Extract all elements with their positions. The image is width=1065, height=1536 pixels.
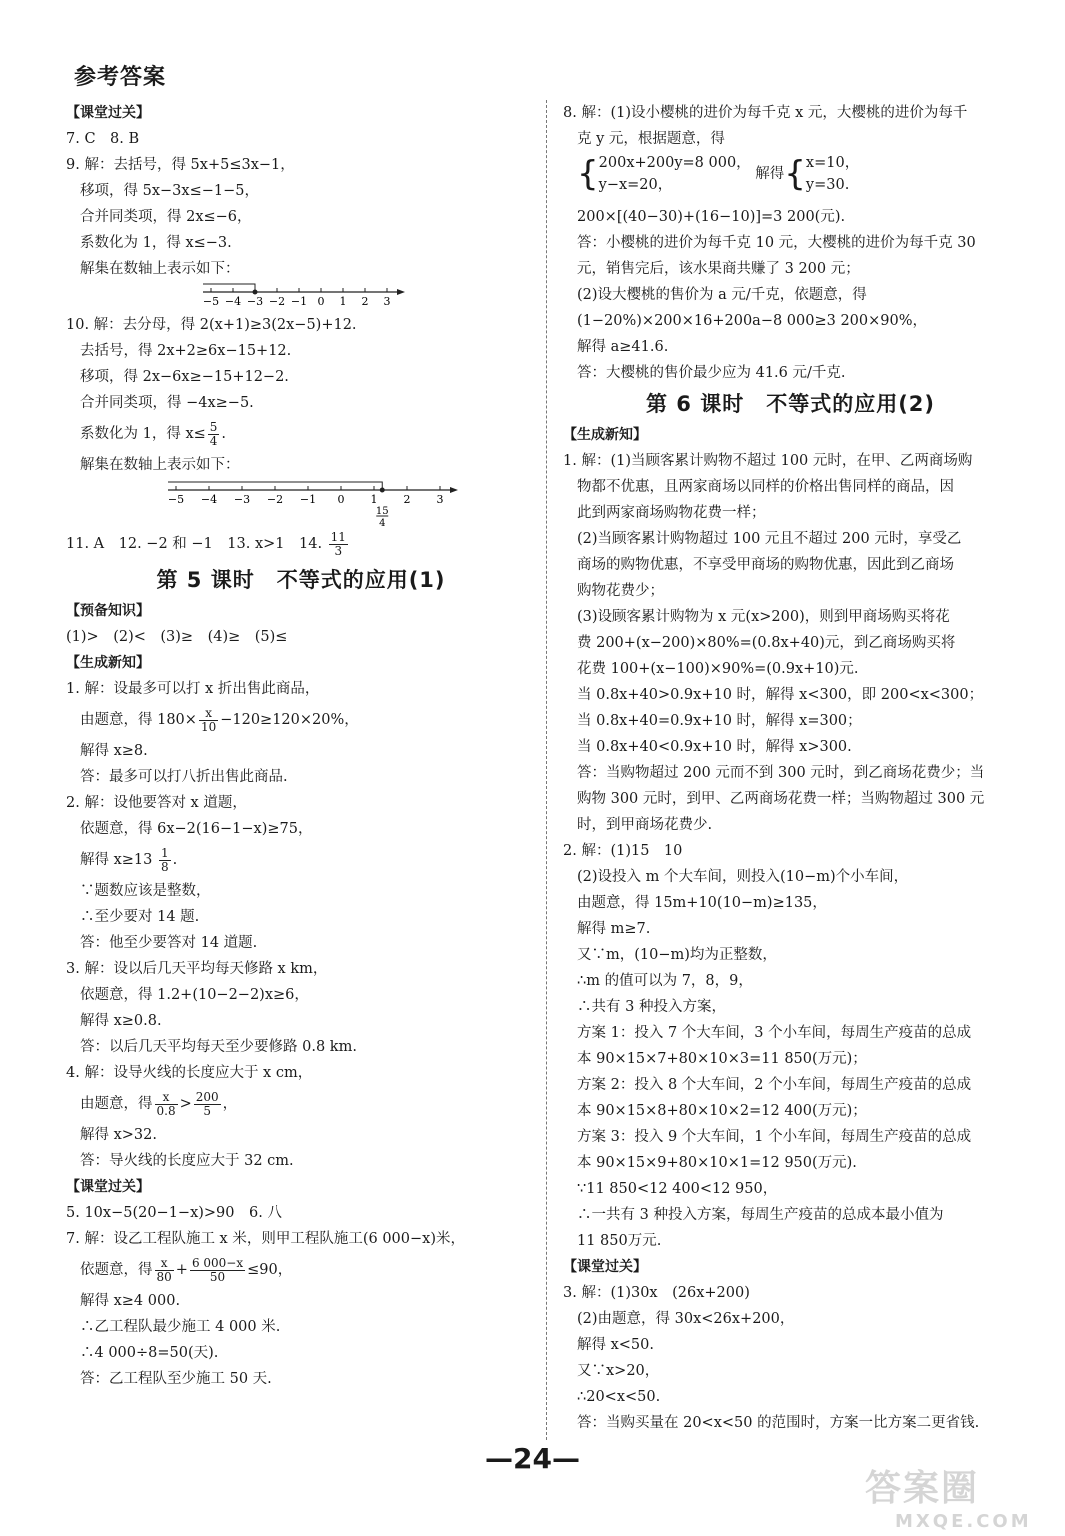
section-heading: 【课堂过关】 — [66, 1179, 150, 1195]
tick-label: −1 — [299, 493, 317, 506]
system-equations — [599, 152, 751, 196]
answer-line — [66, 416, 536, 452]
fraction — [190, 1257, 245, 1284]
watermark-line2: MXQE.COM — [895, 1511, 1032, 1532]
tick-label: −3 — [246, 295, 264, 308]
answer-line: ∴m 的值可以为 7，8，9， — [577, 973, 753, 989]
mark-denominator: 4 — [379, 518, 386, 526]
tick-label: 1 — [370, 493, 378, 506]
lesson-title: 第 6 课时 不等式的应用(2) — [645, 392, 936, 416]
answer-line: 解得 x≥0.8. — [80, 1013, 162, 1029]
answer-line: 答：导火线的长度应大于 32 cm. — [80, 1153, 294, 1169]
answer-line: 11 850万元. — [577, 1233, 662, 1249]
answer-line: (1)> (2)< (3)≥ (4)≥ (5)≤ — [66, 629, 288, 645]
answer-line: 7. 解：设乙工程队施工 x 米，则甲工程队施工(6 000−x)米， — [66, 1231, 465, 1247]
answer-line: 本 90×15×8+80×10×2=12 400(万元)； — [577, 1103, 867, 1119]
answer-line: 移项，得 5x−3x≤−1−5， — [80, 183, 259, 199]
answer-text: . — [221, 426, 227, 442]
tick-label: 0 — [337, 493, 345, 506]
answer-line: 2. 解：(1)15 10 — [563, 843, 683, 859]
answer-line: (2)当顾客累计购物超过 100 元且不超过 200 元时，享受乙 — [577, 531, 962, 547]
tick-label: 3 — [436, 493, 444, 506]
watermark-logo — [865, 1460, 1045, 1530]
answer-line: 10. 解：去分母，得 2(x+1)≥3(2x−5)+12. — [66, 317, 357, 333]
section-heading: 【预备知识】 — [66, 603, 150, 619]
answer-text: 系数化为 1，得 x≤ — [80, 426, 206, 442]
answer-line: (2)设大樱桃的售价为 a 元/千克，依题意，得 — [577, 287, 867, 303]
fraction-numerator: 1 — [161, 845, 169, 860]
fraction — [208, 421, 220, 448]
answer-text: 解得 — [750, 166, 785, 182]
left-brace: { — [577, 154, 599, 194]
tick-label: 2 — [361, 295, 369, 308]
section-heading: 【生成新知】 — [66, 655, 150, 671]
page-number: —24— — [485, 1442, 580, 1475]
section-heading: 【课堂过关】 — [563, 1259, 647, 1275]
answer-line — [66, 526, 536, 562]
fraction-denominator: 3 — [334, 543, 343, 558]
equation-system — [563, 152, 1018, 204]
answer-line: 物都不优惠，且两家商场以同样的价格出售同样的商品，因 — [577, 479, 954, 495]
right-column — [563, 100, 1018, 1436]
fraction — [194, 1091, 221, 1118]
answer-line: 购物花费少； — [577, 583, 664, 599]
answer-line: 3. 解：设以后几天平均每天修路 x km， — [66, 961, 328, 977]
answer-line: 去括号，得 2x+2≥6x−15+12. — [80, 343, 292, 359]
answer-line: 3. 解：(1)30x (26x+200) — [563, 1285, 750, 1301]
fraction-denominator: 8 — [161, 859, 169, 874]
answer-line: 当 0.8x+40>0.9x+10 时，解得 x<300，即 200<x<300； — [577, 687, 984, 703]
answer-line: 解得 x≥8. — [80, 743, 148, 759]
answer-line: 答：乙工程队至少施工 50 天. — [80, 1371, 272, 1387]
answer-line: 由题意，得 15m+10(10−m)≥135， — [577, 895, 827, 911]
fraction-denominator: 50 — [209, 1269, 226, 1284]
tick-label: 2 — [403, 493, 411, 506]
answer-line: 又∵m，(10−m)均为正整数， — [577, 947, 777, 963]
fraction-numerator: x — [155, 1257, 174, 1271]
answer-text: 解得 x≥13 — [80, 852, 157, 868]
number-line — [66, 478, 536, 526]
tick-label: −2 — [266, 493, 284, 506]
answer-line: ∴一共有 3 种投入方案，每周生产疫苗的总成本最小值为 — [577, 1207, 944, 1223]
answer-line: 费 200+(x−200)×80%=(0.8x+40)元，到乙商场购买将 — [577, 635, 956, 651]
answer-line — [66, 1252, 536, 1288]
fraction-denominator: 5 — [203, 1103, 212, 1118]
answer-line: 解集在数轴上表示如下： — [80, 261, 240, 277]
answer-line: 元，销售完后，该水果商共赚了 3 200 元； — [577, 261, 860, 277]
tick-label: −5 — [167, 493, 185, 506]
answer-text: 依题意，得 — [80, 1262, 153, 1278]
fraction-denominator: 80 — [156, 1269, 172, 1284]
fraction — [155, 1257, 174, 1284]
answer-line: 花费 100+(x−100)×90%=(0.9x+10)元. — [577, 661, 859, 677]
answer-line: 9. 解：去括号，得 5x+5≤3x−1， — [66, 157, 295, 173]
fraction — [159, 847, 171, 874]
closed-endpoint — [253, 290, 258, 295]
fraction — [199, 707, 218, 734]
answer-line: 依题意，得 1.2+(10−2−2)x≥6， — [80, 987, 309, 1003]
answer-line: ∴至少要对 14 题. — [80, 909, 200, 925]
section-heading: 【生成新知】 — [563, 427, 647, 443]
answer-line: (3)设顾客累计购物为 x 元(x>200)，则到甲商场购买将花 — [577, 609, 950, 625]
left-brace: { — [784, 154, 806, 194]
answer-text: 由题意，得 — [80, 1096, 153, 1112]
answer-line: 方案 3：投入 9 个大车间，1 个小车间，每周生产疫苗的总成 — [577, 1129, 972, 1145]
answer-line: 解集在数轴上表示如下： — [80, 457, 240, 473]
axis-arrow — [397, 289, 405, 295]
answer-line: ∴4 000÷8=50(天). — [80, 1345, 219, 1361]
answer-line: ∵11 850<12 400<12 950， — [577, 1181, 778, 1197]
answer-line: 合并同类项，得 −4x≥−5. — [80, 395, 254, 411]
lesson-title: 第 5 课时 不等式的应用(1) — [156, 568, 446, 592]
tick-label: −4 — [224, 295, 242, 308]
answer-line: 方案 1：投入 7 个大车间，3 个小车间，每周生产疫苗的总成 — [577, 1025, 972, 1041]
answer-text: −120≥120×20%， — [220, 712, 359, 728]
system-solutions — [806, 152, 859, 196]
axis-arrow — [450, 487, 458, 493]
fraction — [329, 531, 348, 558]
tick-label: 0 — [317, 295, 325, 308]
answer-line: ∵题数应该是整数， — [80, 883, 211, 899]
answer-line: (1−20%)×200×16+200a−8 000≥3 200×90%， — [577, 313, 928, 329]
answer-line: 商场的购物优惠，不享受甲商场的购物优惠，因此到乙商场 — [577, 557, 954, 573]
answer-line: 答：当购物超过 200 元而不到 300 元时，到乙商场花费少；当 — [577, 765, 985, 781]
answer-line: 4. 解：设导火线的长度应大于 x cm， — [66, 1065, 313, 1081]
answer-line: 依题意，得 6x−2(16−1−x)≥75， — [80, 821, 313, 837]
closed-endpoint — [380, 488, 385, 493]
tick-label: −4 — [200, 493, 218, 506]
answer-line: 答：他至少要答对 14 道题. — [80, 935, 258, 951]
answer-line: 克 y 元，根据题意，得 — [577, 131, 725, 147]
section-heading: 【课堂过关】 — [66, 105, 150, 121]
answer-line: 答：以后几天平均每天至少要修路 0.8 km. — [80, 1039, 357, 1055]
answer-line: 5. 10x−5(20−1−x)>90 6. 八 — [66, 1205, 282, 1221]
answer-line: 答：最多可以打八折出售此商品. — [80, 769, 288, 785]
answer-line: 答：大樱桃的售价最少应为 41.6 元/千克. — [577, 365, 846, 381]
answer-line: 移项，得 2x−6x≥−15+12−2. — [80, 369, 289, 385]
tick-label: −1 — [290, 295, 308, 308]
answer-line: 答：小樱桃的进价为每千克 10 元，大樱桃的进价为每千克 30 — [577, 235, 976, 251]
fraction-numerator: x — [199, 707, 218, 721]
answer-line: 购物 300 元时，到甲、乙两商场花费一样；当购物超过 300 元 — [577, 791, 985, 807]
equation: 200x+200y=8 000， — [598, 155, 751, 171]
answer-line: ∴20<x<50. — [577, 1389, 661, 1405]
fraction-numerator: 200 — [195, 1089, 219, 1104]
answer-line — [66, 702, 536, 738]
answer-line: 本 90×15×9+80×10×1=12 950(万元). — [577, 1155, 857, 1171]
answer-line: 时，到甲商场花费少. — [577, 817, 713, 833]
answer-line: 2. 解：设他要答对 x 道题， — [66, 795, 247, 811]
answer-text: 11. A 12. −2 和 −1 13. x>1 14. — [66, 536, 327, 552]
answer-text: > — [179, 1096, 192, 1112]
column-divider — [546, 100, 547, 1440]
answer-line: 解得 x<50. — [577, 1337, 654, 1353]
answer-line: 7. C 8. B — [66, 131, 140, 147]
answer-line: ∴共有 3 种投入方案， — [577, 999, 726, 1015]
answer-line: 解得 a≥41.6. — [577, 339, 669, 355]
answer-text: 由题意，得 180× — [80, 712, 197, 728]
answer-line — [66, 1086, 536, 1122]
tick-label: 1 — [339, 295, 347, 308]
tick-label: −5 — [202, 295, 220, 308]
page-header: 参考答案 — [74, 65, 167, 90]
answer-line: 合并同类项，得 2x≤−6， — [80, 209, 252, 225]
answer-line: 解得 x>32. — [80, 1127, 157, 1143]
answer-text: + — [175, 1262, 188, 1278]
number-line-svg — [66, 478, 466, 526]
answer-line: 8. 解：(1)设小樱桃的进价为每千克 x 元，大樱桃的进价为每千 — [563, 105, 968, 121]
answer-line: (2)由题意，得 30x<26x+200， — [577, 1311, 795, 1327]
answer-line: 1. 解：设最多可以打 x 折出售此商品， — [66, 681, 320, 697]
fraction-numerator: 11 — [330, 529, 346, 544]
fraction-numerator: x — [155, 1091, 178, 1105]
tick-label: 3 — [383, 295, 391, 308]
tick-label: −2 — [268, 295, 286, 308]
fraction-denominator: 0.8 — [156, 1103, 176, 1118]
answer-line: 当 0.8x+40=0.9x+10 时，解得 x=300； — [577, 713, 862, 729]
fraction-numerator: 5 — [209, 419, 218, 434]
left-column — [66, 100, 536, 1392]
answer-line: 方案 2：投入 8 个大车间，2 个小车间，每周生产疫苗的总成 — [577, 1077, 972, 1093]
solution: x=10， — [805, 155, 860, 171]
answer-text: ≤90， — [247, 1262, 293, 1278]
answer-line: 解得 m≥7. — [577, 921, 651, 937]
answer-line: 系数化为 1，得 x≤−3. — [80, 235, 232, 251]
answer-text: . — [172, 852, 178, 868]
answer-line: 又∵x>20， — [577, 1363, 660, 1379]
fraction-denominator: 4 — [209, 433, 218, 448]
number-line-svg — [66, 282, 421, 312]
tick-label: −3 — [233, 493, 251, 506]
solution: y=30. — [805, 177, 850, 193]
answer-line: 当 0.8x+40<0.9x+10 时，解得 x>300. — [577, 739, 852, 755]
number-line — [66, 282, 536, 312]
watermark-line1: 答案圈 — [865, 1468, 980, 1509]
answer-line: 此到两家商场购物花费一样； — [577, 505, 766, 521]
answer-line — [66, 842, 536, 878]
fraction-denominator: 10 — [200, 719, 217, 734]
fraction-numerator: 6 000−x — [191, 1255, 244, 1270]
answer-line: (2)设投入 m 个大车间，则投入(10−m)个小车间， — [577, 869, 909, 885]
answer-line: 答：当购买量在 20<x<50 的范围时，方案一比方案二更省钱. — [577, 1415, 980, 1431]
answer-line: 本 90×15×7+80×10×3=11 850(万元)； — [577, 1051, 867, 1067]
answer-line: 200×[(40−30)+(16−10)]=3 200(元). — [577, 209, 846, 225]
fraction — [155, 1091, 178, 1118]
answer-line: 1. 解：(1)当顾客累计购物不超过 100 元时，在甲、乙两商场购 — [563, 453, 973, 469]
answer-text: ， — [222, 1096, 238, 1112]
answer-line: 解得 x≥4 000. — [80, 1293, 181, 1309]
answer-line: ∴乙工程队最少施工 4 000 米. — [80, 1319, 281, 1335]
mark-numerator: 15 — [375, 506, 389, 517]
equation: y−x=20， — [598, 177, 673, 193]
